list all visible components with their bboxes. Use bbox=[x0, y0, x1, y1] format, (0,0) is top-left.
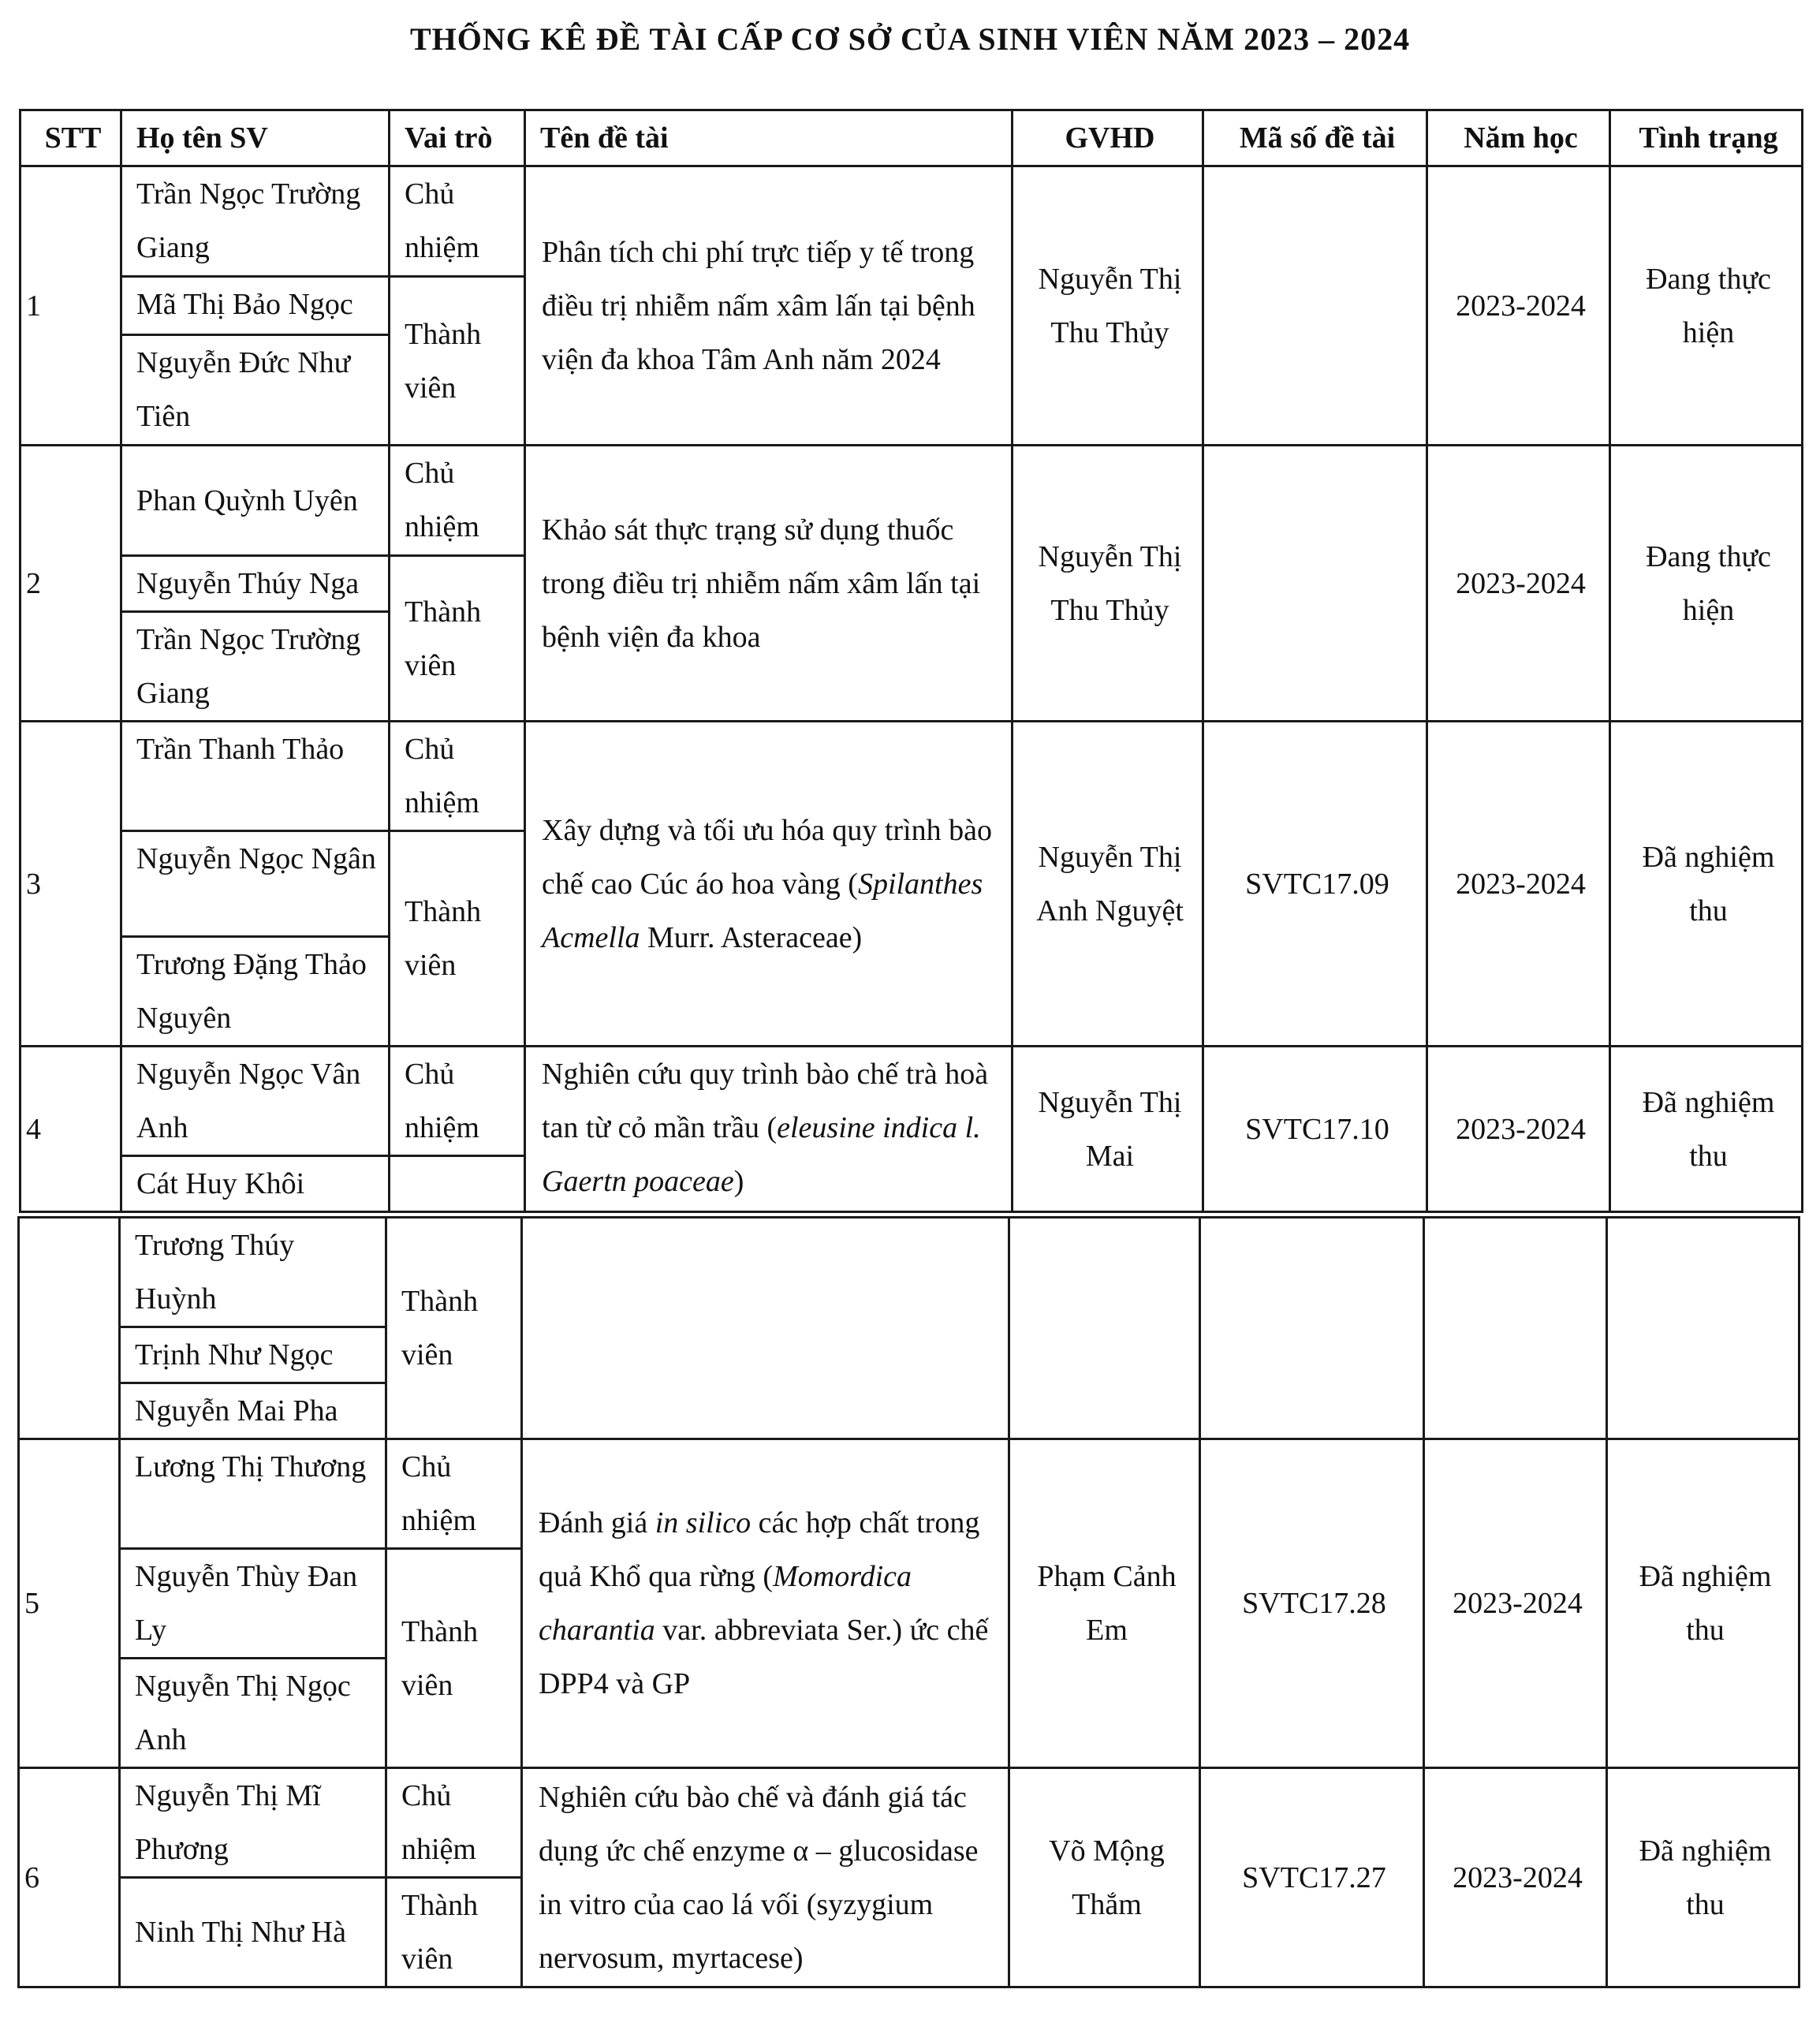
member-name: Cát Huy Khôi bbox=[121, 1156, 390, 1212]
member-name: Nguyễn Thị Ngọc Anh bbox=[120, 1659, 386, 1768]
advisor-name: Nguyễn Thị Thu Thủy bbox=[1013, 446, 1203, 722]
school-year: 2023-2024 bbox=[1427, 722, 1610, 1047]
status-text: Đã nghiệm thu bbox=[1607, 1768, 1799, 1987]
member-name: Ninh Thị Như Hà bbox=[120, 1878, 386, 1987]
topic-name: Xây dựng và tối ưu hóa quy trình bào chế cao Cúc áo hoa vàng (Spilanthes Acmella Murr. Asteraceae) bbox=[525, 722, 1013, 1047]
page-title: THỐNG KÊ ĐỀ TÀI CẤP CƠ SỞ CỦA SINH VIÊN NĂM 2023 – 2024 bbox=[409, 21, 1411, 57]
advisor-name: Phạm Cảnh Em bbox=[1009, 1439, 1200, 1768]
topics-table-part-2 bbox=[17, 1216, 1800, 1988]
topic-name: Đánh giá in silico các hợp chất trong quả Khổ qua rừng (Momordica charantia var. abbreviata Ser.) ức chế DPP4 và GP bbox=[522, 1439, 1009, 1768]
header-code: Mã số đề tài bbox=[1203, 110, 1427, 166]
topic-name: Khảo sát thực trạng sử dụng thuốc trong điều trị nhiễm nấm xâm lấn tại bệnh viện đa khoa bbox=[525, 446, 1013, 722]
member-role: Thành viên bbox=[390, 556, 525, 722]
topics-table-part-1 bbox=[19, 109, 1803, 1213]
member-name: Trịnh Như Ngọc bbox=[120, 1327, 386, 1383]
school-year: 2023-2024 bbox=[1427, 446, 1610, 722]
member-name: Phan Quỳnh Uyên bbox=[121, 446, 390, 556]
header-year: Năm học bbox=[1427, 110, 1610, 166]
topic-code: SVTC17.28 bbox=[1200, 1439, 1424, 1768]
table-row bbox=[21, 166, 1803, 277]
header-topic: Tên đề tài bbox=[525, 110, 1013, 166]
topic-code: SVTC17.09 bbox=[1203, 722, 1427, 1047]
member-role: Chủ nhiệm bbox=[386, 1768, 522, 1878]
header-status: Tình trạng bbox=[1610, 110, 1803, 166]
header-stt: STT bbox=[21, 110, 121, 166]
advisor-name: Nguyễn Thị Thu Thủy bbox=[1013, 166, 1203, 446]
member-name: Nguyễn Đức Như Tiên bbox=[121, 335, 390, 446]
advisor-name-continued bbox=[1009, 1218, 1200, 1439]
member-name: Trương Đặng Thảo Nguyên bbox=[121, 937, 390, 1047]
member-role: Thành viên bbox=[390, 831, 525, 1047]
status-text: Đã nghiệm thu bbox=[1610, 722, 1803, 1047]
advisor-name: Võ Mộng Thắm bbox=[1009, 1768, 1200, 1987]
member-name: Trần Thanh Thảo bbox=[121, 722, 390, 831]
header-role: Vai trò bbox=[390, 110, 525, 166]
member-name: Nguyễn Mai Pha bbox=[120, 1383, 386, 1439]
status-text: Đã nghiệm thu bbox=[1610, 1047, 1803, 1212]
member-name: Lương Thị Thương bbox=[120, 1439, 386, 1549]
school-year: 2023-2024 bbox=[1424, 1768, 1607, 1987]
topic-name: Phân tích chi phí trực tiếp y tế trong điều trị nhiễm nấm xâm lấn tại bệnh viện đa khoa Tâm Anh năm 2024 bbox=[525, 166, 1013, 446]
advisor-name: Nguyễn Thị Anh Nguyệt bbox=[1013, 722, 1203, 1047]
topic-code: SVTC17.10 bbox=[1203, 1047, 1427, 1212]
table-row bbox=[19, 1439, 1799, 1549]
status-text: Đang thực hiện bbox=[1610, 166, 1803, 446]
topic-name: Nghiên cứu quy trình bào chế trà hoà tan từ cỏ mần trầu (eleusine indica l. Gaertn poaceae) bbox=[525, 1047, 1013, 1212]
member-name: Mã Thị Bảo Ngọc bbox=[121, 277, 390, 335]
status-text: Đang thực hiện bbox=[1610, 446, 1803, 722]
member-name: Nguyễn Ngọc Ngân bbox=[121, 831, 390, 937]
advisor-name: Nguyễn Thị Mai bbox=[1013, 1047, 1203, 1212]
row-stt: 5 bbox=[19, 1439, 120, 1768]
school-year: 2023-2024 bbox=[1427, 166, 1610, 446]
member-role: Chủ nhiệm bbox=[390, 1047, 525, 1156]
table-header-row bbox=[21, 110, 1803, 166]
school-year: 2023-2024 bbox=[1427, 1047, 1610, 1212]
member-role: Thành viên bbox=[386, 1218, 522, 1439]
row-stt: 1 bbox=[21, 166, 121, 446]
member-role: Chủ nhiệm bbox=[390, 722, 525, 831]
member-role: Thành viên bbox=[386, 1549, 522, 1768]
member-role: Chủ nhiệm bbox=[390, 446, 525, 556]
school-year-continued bbox=[1424, 1218, 1607, 1439]
row-stt: 4 bbox=[21, 1047, 121, 1212]
status-text-continued bbox=[1607, 1218, 1799, 1439]
row-stt: 2 bbox=[21, 446, 121, 722]
member-name: Trần Ngọc Trường Giang bbox=[121, 166, 390, 277]
topic-code bbox=[1203, 446, 1427, 722]
topic-name-continued bbox=[522, 1218, 1009, 1439]
member-name: Nguyễn Thị Mĩ Phương bbox=[120, 1768, 386, 1878]
topic-code-continued bbox=[1200, 1218, 1424, 1439]
table-row bbox=[19, 1218, 1799, 1327]
member-name: Trần Ngọc Trường Giang bbox=[121, 612, 390, 722]
member-role: Thành viên bbox=[390, 277, 525, 446]
member-name: Nguyễn Thùy Đan Ly bbox=[120, 1549, 386, 1659]
member-name: Nguyễn Thúy Nga bbox=[121, 556, 390, 612]
table-row bbox=[19, 1768, 1799, 1878]
member-role: Chủ nhiệm bbox=[390, 166, 525, 277]
school-year: 2023-2024 bbox=[1424, 1439, 1607, 1768]
member-name: Trương Thúy Huỳnh bbox=[120, 1218, 386, 1327]
row-stt-continued bbox=[19, 1218, 120, 1439]
header-advisor: GVHD bbox=[1013, 110, 1203, 166]
member-name: Nguyễn Ngọc Vân Anh bbox=[121, 1047, 390, 1156]
member-role: Chủ nhiệm bbox=[386, 1439, 522, 1549]
table-row bbox=[21, 722, 1803, 831]
row-stt: 6 bbox=[19, 1768, 120, 1987]
topic-code bbox=[1203, 166, 1427, 446]
table-row bbox=[21, 1047, 1803, 1156]
status-text: Đã nghiệm thu bbox=[1607, 1439, 1799, 1768]
topic-name: Nghiên cứu bào chế và đánh giá tác dụng ức chế enzyme α – glucosidase in vitro của cao lá vối (syzygium nervosum, myrtacese) bbox=[522, 1768, 1009, 1987]
header-name: Họ tên SV bbox=[121, 110, 390, 166]
row-stt: 3 bbox=[21, 722, 121, 1047]
member-role: Thành viên bbox=[386, 1878, 522, 1987]
member-role-empty bbox=[390, 1156, 525, 1212]
topic-code: SVTC17.27 bbox=[1200, 1768, 1424, 1987]
table-row bbox=[21, 446, 1803, 556]
